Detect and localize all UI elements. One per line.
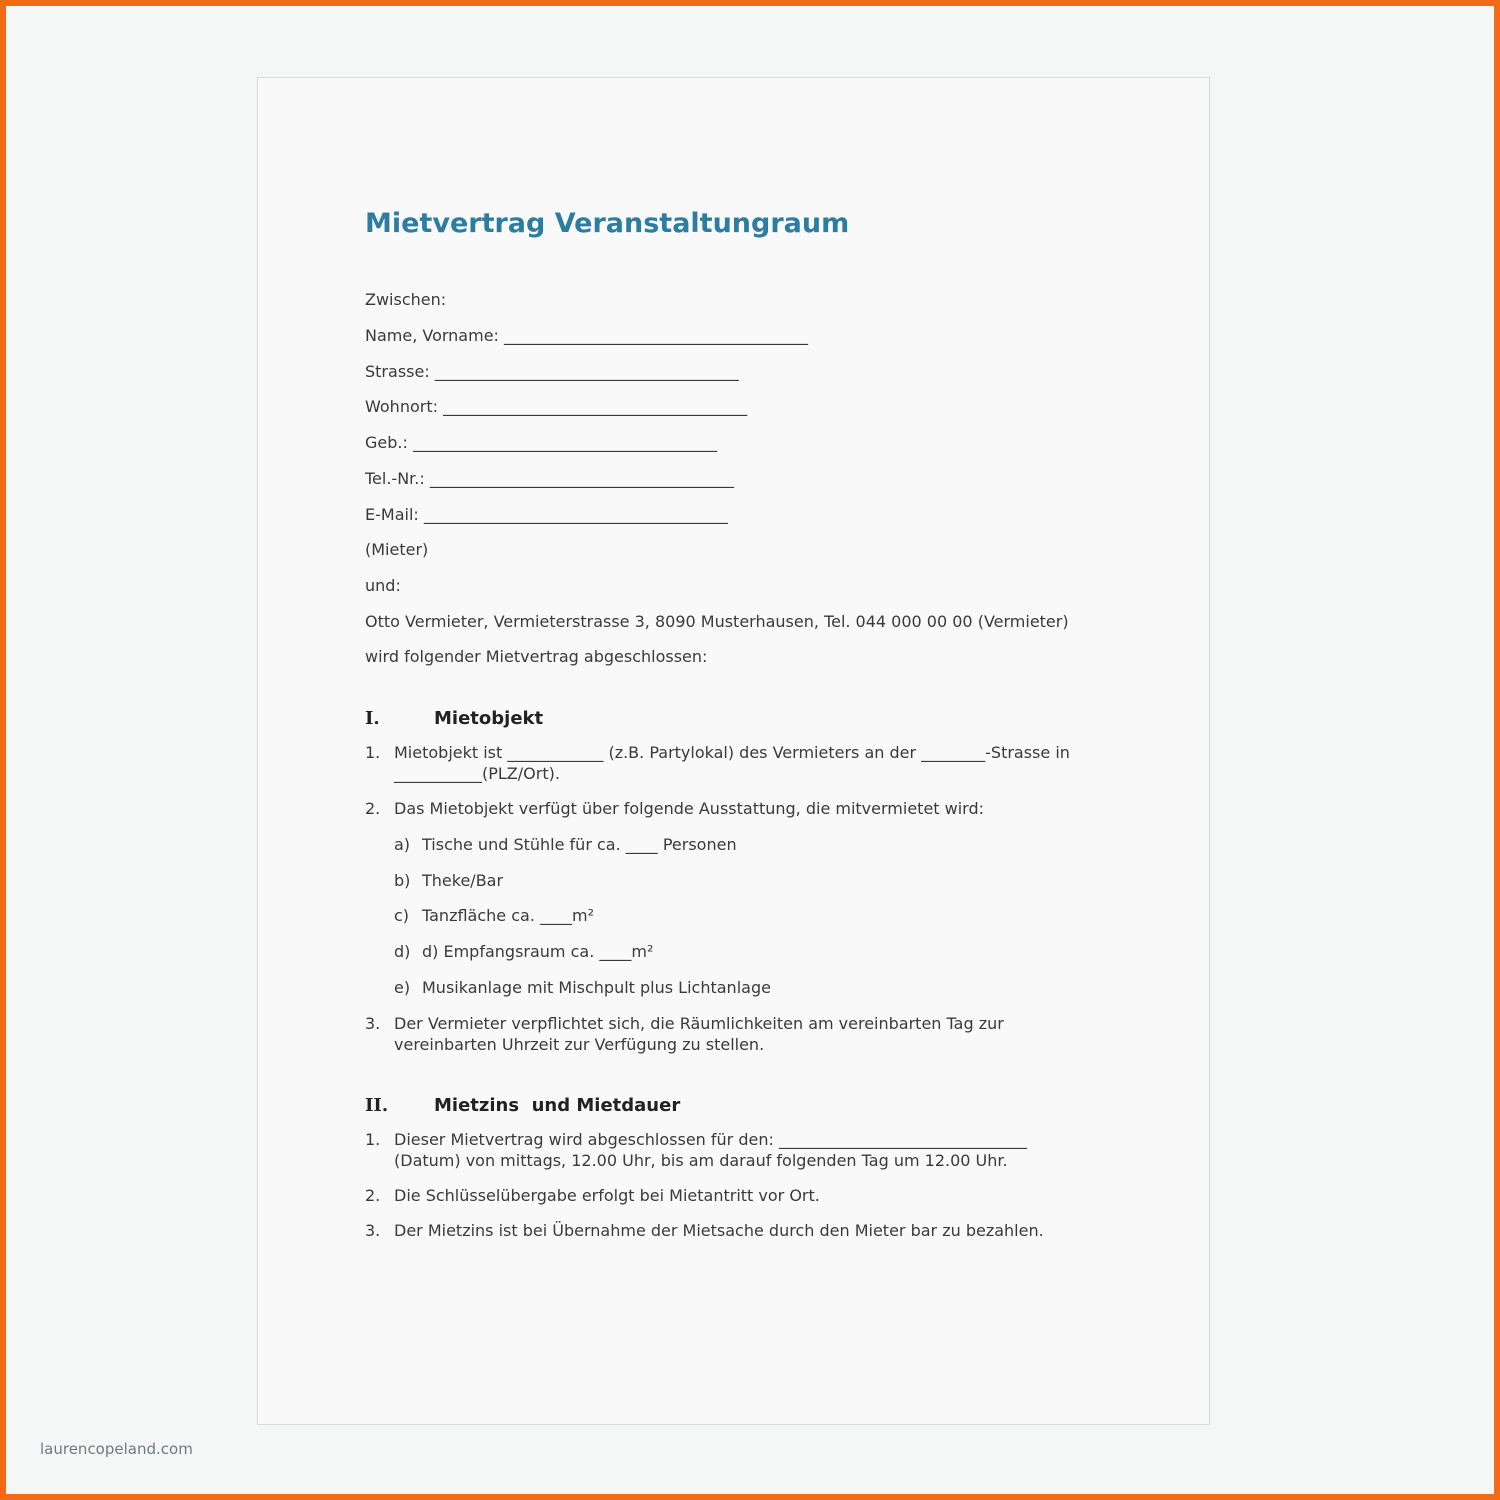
intro-vermieter: Otto Vermieter, Vermieterstrasse 3, 8090 Musterhausen, Tel. 044 000 00 00 (Vermieter) bbox=[365, 612, 1069, 631]
subitem-text: d) Empfangsraum ca. ____m² bbox=[422, 942, 654, 961]
intro-und: und: bbox=[365, 576, 401, 595]
section-2-heading bbox=[365, 1095, 680, 1116]
subitem-letter: c) bbox=[394, 906, 410, 925]
intro-tel-field: Tel.-Nr.: ______________________________________ bbox=[365, 469, 734, 488]
section-2-item bbox=[365, 1129, 1095, 1171]
section-1-item bbox=[365, 1013, 1095, 1055]
subitem-text: Tische und Stühle für ca. ____ Personen bbox=[422, 835, 737, 854]
intro-abgeschlossen: wird folgender Mietvertrag abgeschlossen: bbox=[365, 647, 708, 666]
equipment-item bbox=[394, 905, 594, 926]
intro-email-field: E-Mail: ______________________________________ bbox=[365, 505, 728, 524]
item-text: Das Mietobjekt verfügt über folgende Ausstattung, die mitvermietet wird: bbox=[394, 799, 985, 818]
section-2-title: Mietzins und Mietdauer bbox=[434, 1095, 681, 1116]
item-text: Der Mietzins ist bei Übernahme der Mietsache durch den Mieter bar zu bezahlen. bbox=[394, 1221, 1044, 1240]
equipment-item bbox=[394, 941, 653, 962]
section-1-title: Mietobjekt bbox=[434, 708, 544, 729]
section-2-item bbox=[365, 1185, 1095, 1206]
section-1-item bbox=[365, 798, 1095, 819]
intro-name-field: Name, Vorname: ______________________________________ bbox=[365, 326, 809, 345]
section-2-number: II. bbox=[365, 1095, 389, 1116]
equipment-item bbox=[394, 834, 737, 855]
intro-geb-field: Geb.: ______________________________________ bbox=[365, 433, 717, 452]
item-text: Mietobjekt ist ____________ (z.B. Partylokal) des Vermieters an der ________-Strasse in ___________(PLZ/Ort). bbox=[394, 743, 1070, 783]
equipment-item bbox=[394, 870, 503, 891]
item-number: 3. bbox=[365, 1014, 381, 1033]
intro-wohnort-field: Wohnort: ______________________________________ bbox=[365, 397, 748, 416]
subitem-letter: e) bbox=[394, 978, 411, 997]
document-page bbox=[257, 77, 1210, 1425]
section-1-item bbox=[365, 742, 1095, 784]
item-number: 1. bbox=[365, 1130, 381, 1149]
section-1-number: I. bbox=[365, 708, 380, 729]
item-text: Dieser Mietvertrag wird abgeschlossen für den: _______________________________ (Datum) von mittags, 12.00 Uhr, bis am darauf folgenden Tag um 12.00 Uhr. bbox=[394, 1130, 1027, 1170]
section-2-item bbox=[365, 1220, 1095, 1241]
watermark: laurencopeland.com bbox=[40, 1440, 193, 1458]
item-number: 2. bbox=[365, 799, 381, 818]
item-text: Der Vermieter verpflichtet sich, die Räumlichkeiten am vereinbarten Tag zur vereinbarten Uhrzeit zur Verfügung zu stellen. bbox=[394, 1014, 1004, 1054]
subitem-text: Theke/Bar bbox=[422, 871, 504, 890]
item-number: 2. bbox=[365, 1186, 381, 1205]
document-title: Mietvertrag Veranstaltungraum bbox=[365, 208, 850, 239]
section-1-heading bbox=[365, 708, 543, 729]
background bbox=[6, 6, 1494, 1494]
item-text: Die Schlüsselübergabe erfolgt bei Mietantritt vor Ort. bbox=[394, 1186, 820, 1205]
subitem-letter: a) bbox=[394, 835, 411, 854]
item-number: 3. bbox=[365, 1221, 381, 1240]
subitem-text: Tanzfläche ca. ____m² bbox=[422, 906, 594, 925]
intro-zwischen: Zwischen: bbox=[365, 290, 447, 309]
equipment-item bbox=[394, 977, 771, 998]
intro-strasse-field: Strasse: ______________________________________ bbox=[365, 362, 739, 381]
subitem-letter: b) bbox=[394, 871, 411, 890]
item-number: 1. bbox=[365, 743, 381, 762]
intro-mieter: (Mieter) bbox=[365, 540, 429, 559]
subitem-text: Musikanlage mit Mischpult plus Lichtanlage bbox=[422, 978, 771, 997]
subitem-letter: d) bbox=[394, 942, 411, 961]
